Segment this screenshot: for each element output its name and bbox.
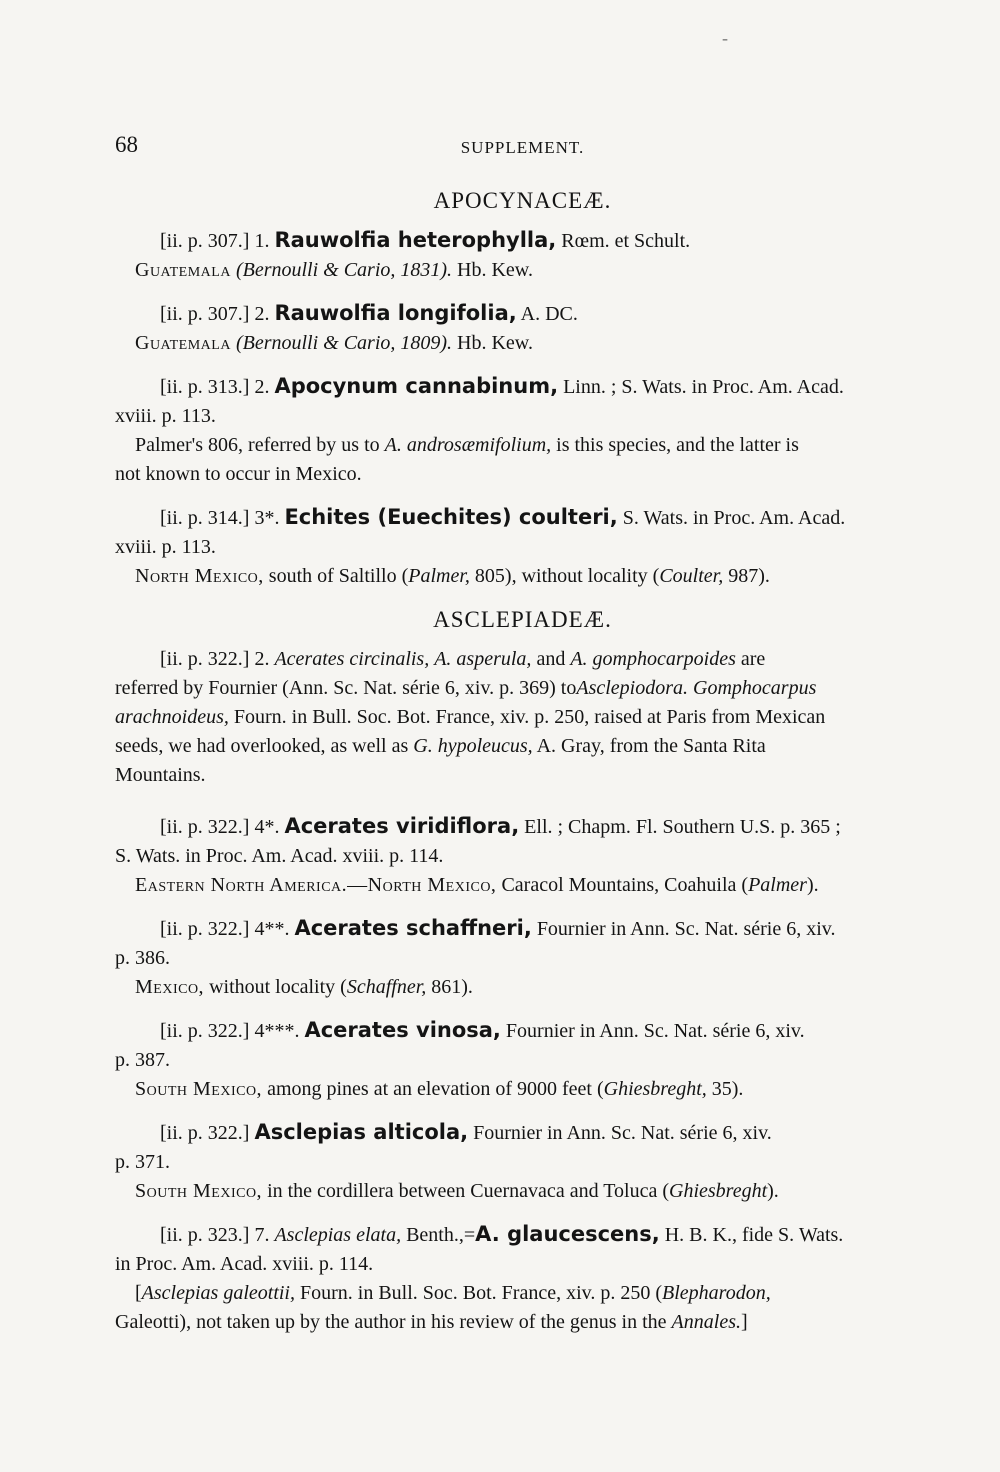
species-italic: Asclepias galeottii,	[141, 1282, 295, 1304]
collector: Coulter,	[659, 565, 724, 587]
genus-italic: Gomphocarpus	[693, 677, 817, 699]
spacer	[115, 804, 930, 812]
authority-continued: S. Wats. in Proc. Am. Acad. xviii. p. 114.	[115, 845, 444, 867]
species-entry	[115, 299, 930, 358]
volume-reference: [ii. p. 322.]	[160, 648, 250, 670]
volume-reference: [ii. p. 322.]	[160, 918, 250, 940]
authority-continued: xviii. p. 113.	[115, 405, 216, 427]
authority-continued: p. 371.	[115, 1151, 170, 1173]
margin-mark: -	[722, 28, 728, 48]
bracket: [	[135, 1282, 142, 1304]
species-name: Echites (Euechites) coulteri,	[284, 505, 618, 529]
entry-heading	[115, 226, 930, 256]
entry-number: 4***.	[254, 1020, 300, 1042]
authority-continued: p. 386.	[115, 947, 170, 969]
entry-heading	[115, 299, 930, 329]
journal-italic: Annales.	[671, 1311, 741, 1333]
species-italic: A. gomphocarpoides	[570, 648, 736, 670]
locality-line	[115, 562, 930, 591]
authority: Fournier in Ann. Sc. Nat. série 6, xiv.	[505, 1020, 805, 1042]
collector: Palmer	[748, 874, 807, 896]
species-name: Asclepias alticola,	[254, 1120, 469, 1144]
herbarium-note: Hb. Kew.	[457, 332, 533, 354]
volume-reference: [ii. p. 322.]	[160, 1122, 250, 1144]
herbarium-note: Hb. Kew.	[457, 259, 533, 281]
note-species: A. androsæmifolium,	[384, 434, 552, 456]
species-name: Acerates schaffneri,	[294, 916, 532, 940]
region: Guatemala	[135, 332, 231, 354]
entry-text: Fourn. in Bull. Soc. Bot. France, xiv. p. 250 (	[299, 1282, 663, 1304]
locality-text: 35).	[711, 1078, 744, 1100]
species-name: Rauwolfia longifolia,	[274, 301, 517, 325]
bracket: ]	[740, 1311, 748, 1333]
entry-text: referred by Fournier (Ann. Sc. Nat. série 6, xiv. p. 369) to	[115, 677, 577, 699]
entry-note	[115, 431, 930, 460]
species-entry	[115, 226, 930, 285]
volume-reference: [ii. p. 314.]	[160, 507, 250, 529]
entry-heading	[115, 503, 930, 533]
entry-text: Fourn. in Bull. Soc. Bot. France, xiv. p. 250, raised at Paris from Mexican	[233, 706, 826, 728]
running-head: SUPPLEMENT.	[460, 138, 585, 157]
collector: Palmer,	[408, 565, 470, 587]
entry-text: Benth.,=	[406, 1224, 476, 1246]
entry-number: 2.	[254, 648, 270, 670]
collector: (Bernoulli & Cario, 1809).	[235, 332, 453, 354]
locality-line	[115, 1075, 930, 1104]
locality-text: ).	[806, 874, 819, 896]
species-italic: A. asperula,	[434, 648, 532, 670]
region: Guatemala	[135, 259, 231, 281]
section-title-asclepiadeae: ASCLEPIADEÆ.	[433, 607, 612, 632]
species-entry	[115, 914, 930, 1002]
authority: H. B. K., fide S. Wats.	[664, 1224, 844, 1246]
entry-text: A. Gray, from the Santa Rita	[536, 735, 766, 757]
volume-reference: [ii. p. 323.]	[160, 1224, 250, 1246]
entry-heading	[115, 645, 930, 674]
entry-text: and	[536, 648, 566, 670]
region: Eastern North America.—North Mexico,	[135, 874, 497, 896]
page-body	[115, 186, 930, 1351]
species-name: Acerates viridiflora,	[284, 814, 520, 838]
entry-number: 3*.	[254, 507, 280, 529]
authority: Fournier in Ann. Sc. Nat. série 6, xiv.	[536, 918, 836, 940]
species-entry	[115, 503, 930, 591]
page-number: 68	[115, 132, 138, 157]
species-italic: G. hypoleucus,	[413, 735, 533, 757]
entry-text-line	[115, 732, 930, 761]
collector: Ghiesbreght	[669, 1180, 768, 1202]
species-italic: Acerates circinalis,	[274, 648, 430, 670]
entry-heading	[115, 812, 930, 842]
volume-reference: [ii. p. 313.]	[160, 376, 250, 398]
entry-text-line	[115, 703, 930, 732]
volume-reference: [ii. p. 307.]	[160, 230, 250, 252]
species-italic: arachnoideus,	[115, 706, 229, 728]
entry-heading	[115, 1016, 930, 1046]
locality-line	[115, 973, 930, 1002]
entry-number: 4**.	[254, 918, 290, 940]
entry-heading	[115, 372, 930, 402]
entry-number: 2.	[254, 303, 270, 325]
authority: S. Wats. in Proc. Am. Acad.	[622, 507, 846, 529]
species-name: Acerates vinosa,	[304, 1018, 501, 1042]
authority: Fournier in Ann. Sc. Nat. série 6, xiv.	[473, 1122, 772, 1144]
entry-number: 1.	[254, 230, 270, 252]
entry-heading	[115, 914, 930, 944]
note-text: Palmer's 806, referred by us to	[135, 434, 380, 456]
collector: (Bernoulli & Cario, 1831).	[235, 259, 453, 281]
locality-text: 861).	[431, 976, 473, 998]
species-entry	[115, 812, 930, 900]
species-entry	[115, 645, 930, 790]
volume-reference: [ii. p. 322.]	[160, 816, 250, 838]
section-title-apocynaceae: APOCYNACEÆ.	[433, 188, 612, 213]
entry-number: 2.	[254, 376, 270, 398]
genus-italic: Asclepiodora.	[576, 677, 689, 699]
locality-text: without locality (	[209, 976, 347, 998]
locality-text: south of Saltillo (	[268, 565, 409, 587]
authority-continued: in Proc. Am. Acad. xviii. p. 114.	[115, 1253, 374, 1275]
locality-text: ).	[767, 1180, 779, 1202]
genus-italic: Blepharodon,	[662, 1282, 771, 1304]
collector: Schaffner,	[346, 976, 427, 998]
entry-heading	[115, 1220, 930, 1250]
locality-line	[115, 871, 930, 900]
authority: Linn. ; S. Wats. in Proc. Am. Acad.	[563, 376, 844, 398]
region: South Mexico,	[135, 1078, 263, 1100]
entry-text: seeds, we had overlooked, as well as	[115, 735, 409, 757]
authority-continued: xviii. p. 113.	[115, 536, 216, 558]
synonym-italic: Asclepias elata,	[274, 1224, 402, 1246]
locality-text: 987).	[728, 565, 770, 587]
entry-text-line	[115, 674, 930, 703]
species-name: A. glaucescens,	[475, 1222, 660, 1246]
region: South Mexico,	[135, 1180, 263, 1202]
collector: Ghiesbreght,	[603, 1078, 707, 1100]
entry-note-continued: not known to occur in Mexico.	[115, 463, 362, 485]
note-text: is this species, and the latter is	[556, 434, 799, 456]
entry-text-line: Mountains.	[115, 764, 206, 786]
page-header	[115, 132, 930, 166]
locality-line	[115, 1177, 930, 1206]
entry-text: are	[740, 648, 766, 670]
locality-text: among pines at an elevation of 9000 feet (	[267, 1078, 604, 1100]
region: North Mexico,	[135, 565, 264, 587]
entry-text: Galeotti), not taken up by the author in his review of the genus in the	[115, 1311, 667, 1333]
entry-number: 7.	[254, 1224, 270, 1246]
species-name: Rauwolfia heterophylla,	[274, 228, 557, 252]
locality-line	[115, 256, 930, 285]
species-entry	[115, 1220, 930, 1337]
species-entry	[115, 1016, 930, 1104]
entry-number: 4*.	[254, 816, 280, 838]
authority: Rœm. et Schult.	[561, 230, 691, 252]
locality-text: in the cordillera between Cuernavaca and Toluca (	[267, 1180, 669, 1202]
species-name: Apocynum cannabinum,	[274, 374, 559, 398]
authority: Ell. ; Chapm. Fl. Southern U.S. p. 365 ;	[524, 816, 841, 838]
region: Mexico,	[135, 976, 205, 998]
authority-continued: p. 387.	[115, 1049, 170, 1071]
species-entry	[115, 1118, 930, 1206]
species-entry	[115, 372, 930, 489]
bracket-note-continued	[115, 1308, 930, 1337]
locality-line	[115, 329, 930, 358]
bracket-note	[115, 1279, 930, 1308]
volume-reference: [ii. p. 322.]	[160, 1020, 250, 1042]
authority: A. DC.	[520, 303, 578, 325]
locality-text: 805), without locality (	[474, 565, 660, 587]
volume-reference: [ii. p. 307.]	[160, 303, 250, 325]
locality-text: Caracol Mountains, Coahuila (	[501, 874, 749, 896]
entry-heading	[115, 1118, 930, 1148]
